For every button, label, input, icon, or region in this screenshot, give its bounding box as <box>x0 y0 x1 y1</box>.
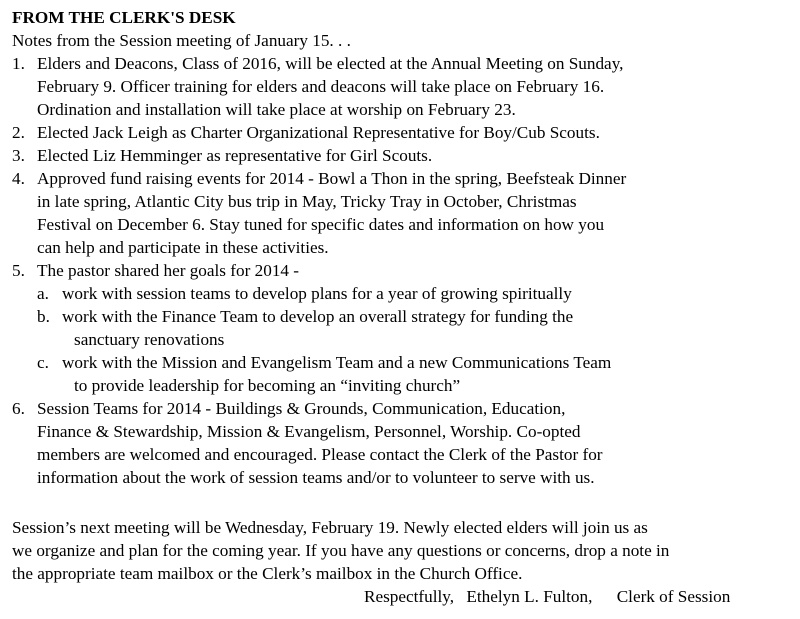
item-line: Elected Liz Hemminger as representative for Girl Scouts. <box>37 146 433 165</box>
item-line: Festival on December 6. Stay tuned for specific dates and information on how you <box>37 215 605 234</box>
subitem-line: sanctuary renovations <box>74 330 225 349</box>
item-line: Elected Jack Leigh as Charter Organizational Representative for Boy/Cub Scouts. <box>37 123 600 142</box>
pastor-goals-sublist <box>37 282 626 397</box>
list-item <box>12 121 626 144</box>
item-line: can help and participate in these activities. <box>37 238 329 257</box>
sublist-item <box>37 282 626 305</box>
sublist-item <box>37 351 626 397</box>
closing-line: Session’s next meeting will be Wednesday, February 19. Newly elected elders will join us as <box>12 518 648 537</box>
item-line: Approved fund raising events for 2014 - Bowl a Thon in the spring, Beefsteak Dinner <box>37 169 627 188</box>
subitem-letter: a. <box>37 284 49 303</box>
list-item <box>12 397 626 489</box>
signature-name: Ethelyn L. Fulton, <box>466 587 593 606</box>
item-number: 1. <box>12 54 25 73</box>
item-number: 2. <box>12 123 25 142</box>
list-item <box>12 259 626 397</box>
subitem-line: to provide leadership for becoming an “inviting church” <box>74 376 461 395</box>
item-number: 3. <box>12 146 25 165</box>
list-item <box>12 167 626 259</box>
item-number: 4. <box>12 169 25 188</box>
item-line: in late spring, Atlantic City bus trip in May, Tricky Tray in October, Christmas <box>37 192 577 211</box>
subitem-letter: c. <box>37 353 49 372</box>
intro-line: Notes from the Session meeting of January 15. . . <box>12 31 351 50</box>
subitem-line: work with session teams to develop plans for a year of growing spiritually <box>62 284 572 303</box>
signature-title: Clerk of Session <box>616 587 731 606</box>
document-heading: FROM THE CLERK'S DESK <box>12 8 236 27</box>
subitem-line: work with the Finance Team to develop an overall strategy for funding the <box>62 307 574 326</box>
subitem-letter: b. <box>37 307 50 326</box>
item-number: 5. <box>12 261 25 280</box>
signature-line <box>364 585 730 608</box>
item-line: The pastor shared her goals for 2014 - <box>37 261 300 280</box>
closing-line: we organize and plan for the coming year. If you have any questions or concerns, drop a note in <box>12 541 670 560</box>
item-line: Ordination and installation will take place at worship on February 23. <box>37 100 516 119</box>
item-line: Finance & Stewardship, Mission & Evangelism, Personnel, Worship. Co-opted <box>37 422 581 441</box>
item-line: information about the work of session teams and/or to volunteer to serve with us. <box>37 468 595 487</box>
item-line: February 9. Officer training for elders and deacons will take place on February 16. <box>37 77 605 96</box>
item-line: members are welcomed and encouraged. Please contact the Clerk of the Pastor for <box>37 445 603 464</box>
list-item <box>12 52 626 121</box>
item-line: Session Teams for 2014 - Buildings & Grounds, Communication, Education, <box>37 399 566 418</box>
sublist-item <box>37 305 626 351</box>
signature-salutation: Respectfully, <box>364 587 455 606</box>
closing-paragraph <box>12 516 669 585</box>
item-number: 6. <box>12 399 25 418</box>
list-item <box>12 144 626 167</box>
subitem-line: work with the Mission and Evangelism Team and a new Communications Team <box>62 353 612 372</box>
meeting-notes-list <box>12 52 626 489</box>
closing-line: the appropriate team mailbox or the Clerk’s mailbox in the Church Office. <box>12 564 523 583</box>
item-line: Elders and Deacons, Class of 2016, will be elected at the Annual Meeting on Sunday, <box>37 54 624 73</box>
